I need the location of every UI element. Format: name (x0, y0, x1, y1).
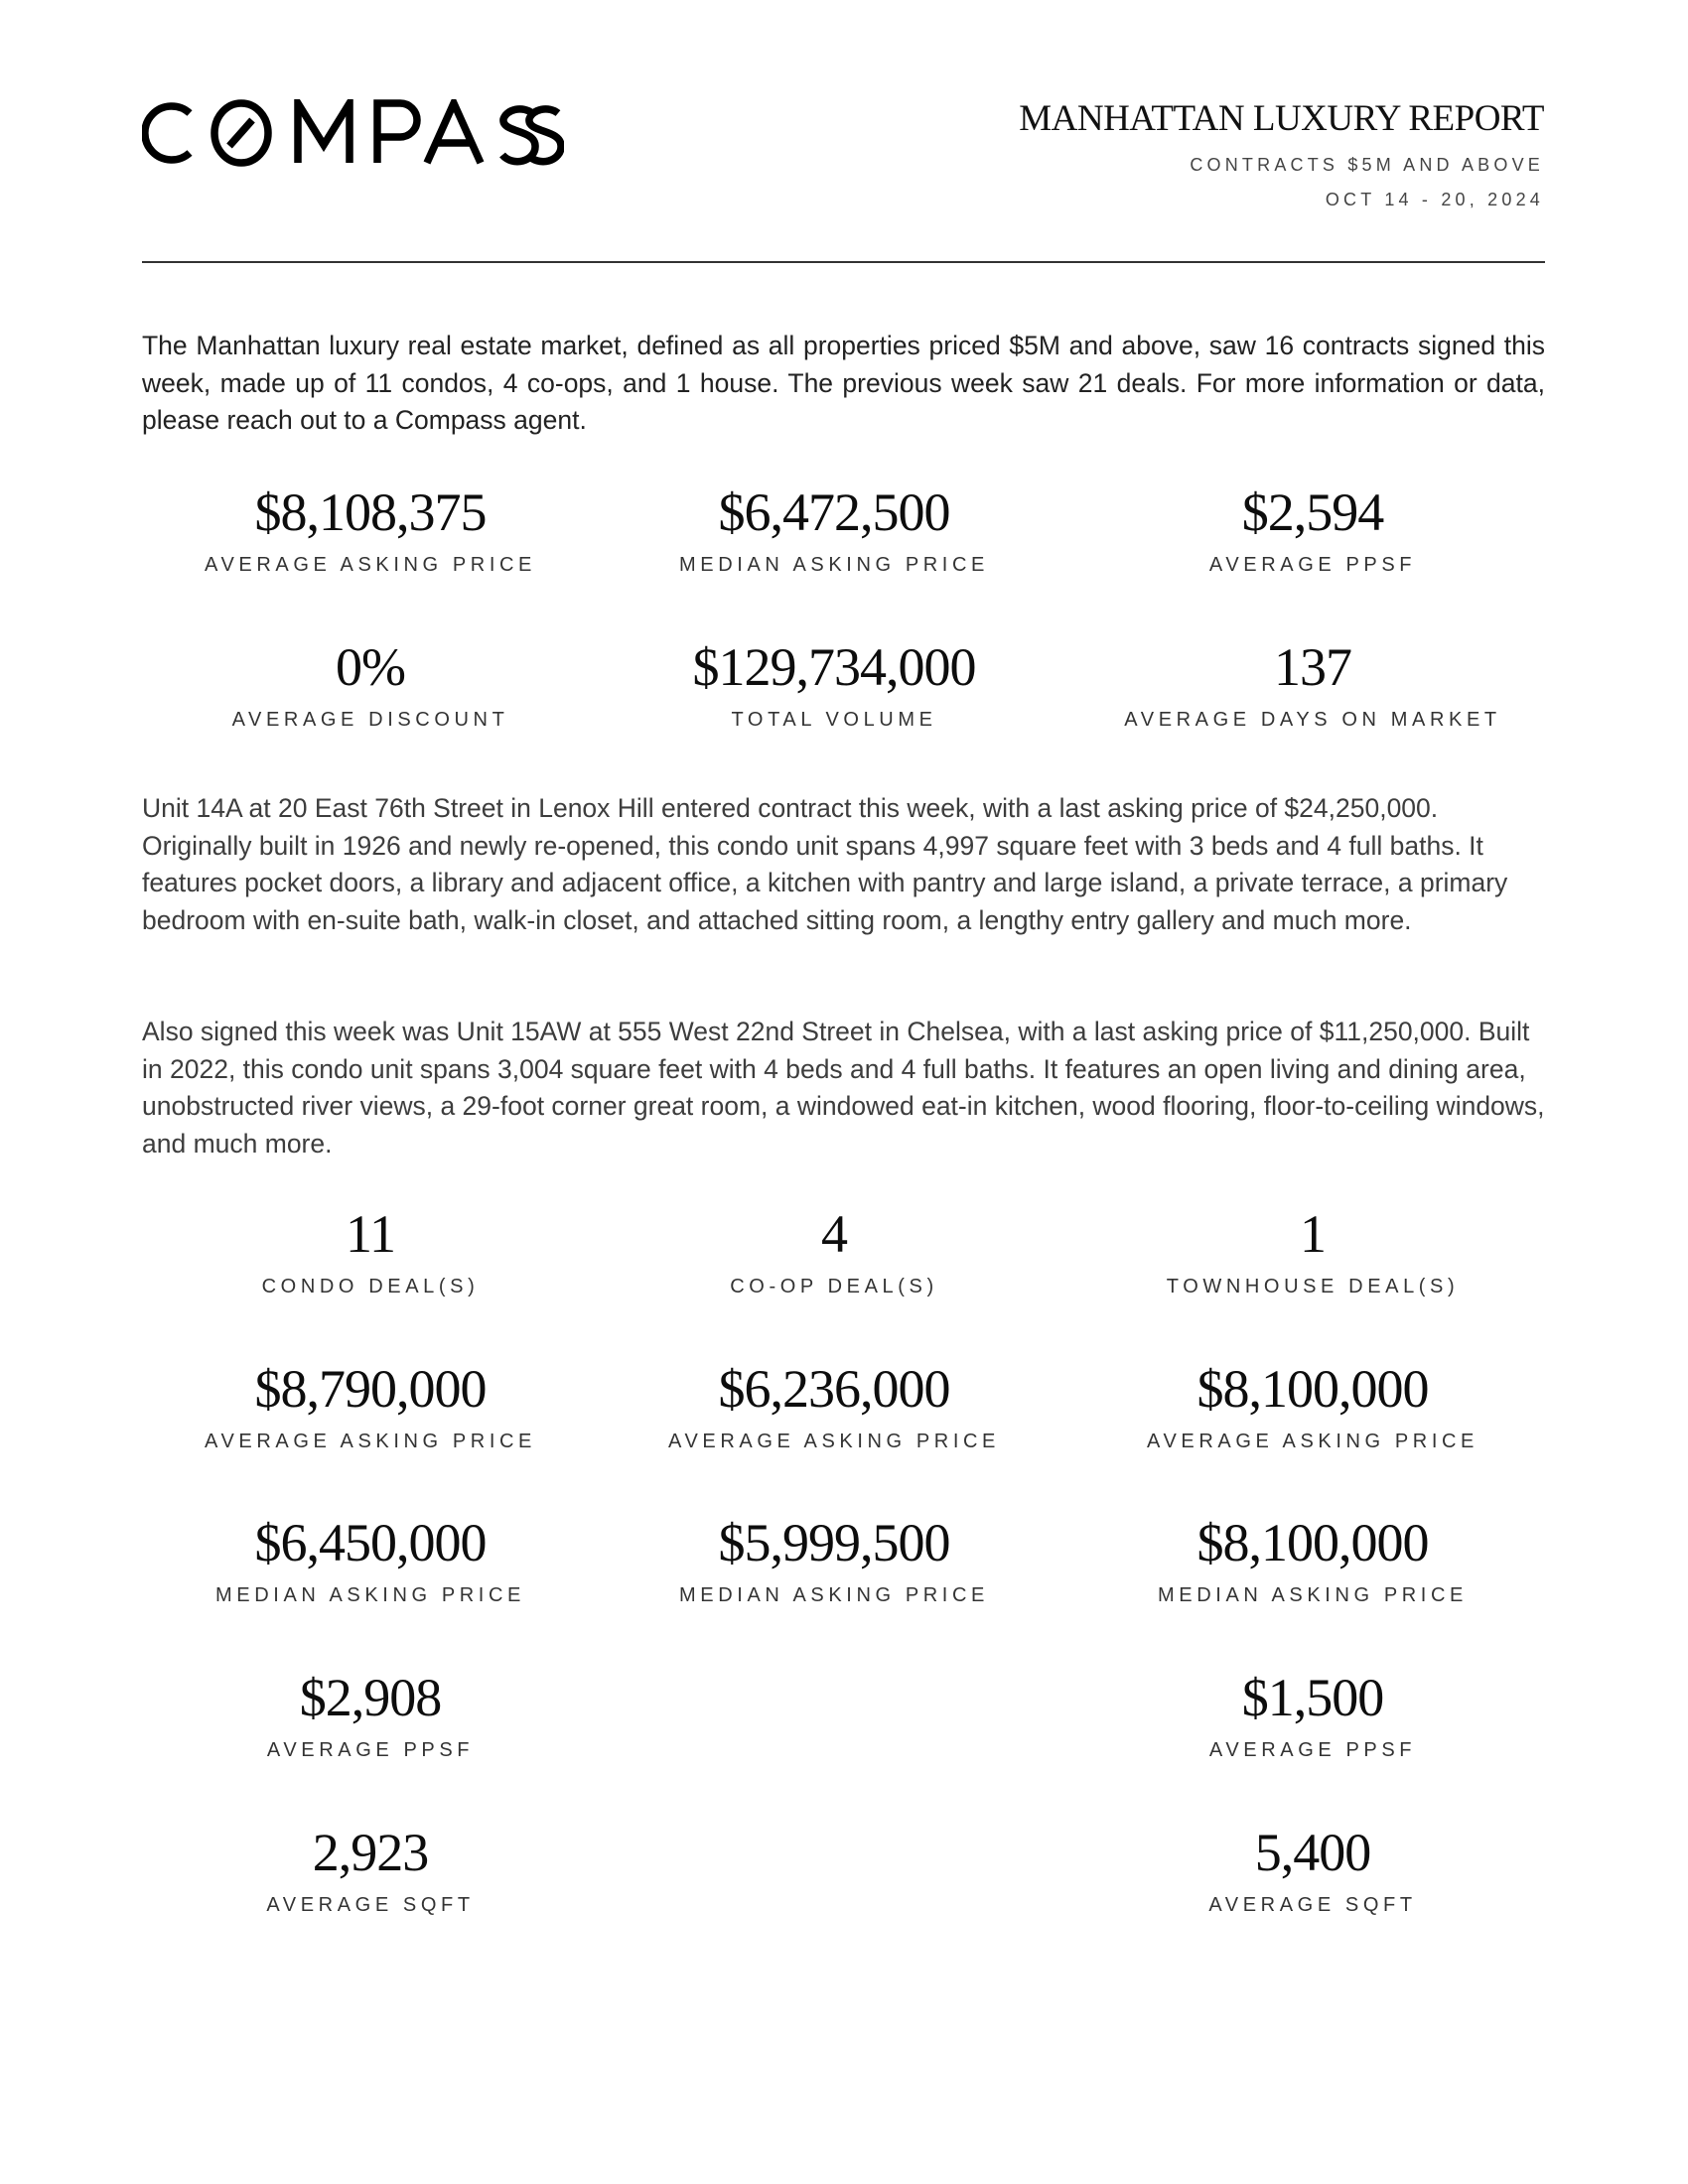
stat-value: $6,236,000 (718, 1359, 950, 1419)
stat-label: AVERAGE DISCOUNT (231, 709, 509, 731)
report-subtitle: CONTRACTS $5M AND ABOVE (1190, 155, 1544, 175)
stat-average-asking-price (142, 482, 599, 577)
townhouse-average-sqft (1084, 1823, 1541, 1917)
stat-value: 0% (336, 637, 405, 697)
condo-average-sqft (142, 1823, 599, 1917)
stat-value: $129,734,000 (692, 637, 976, 697)
intro-paragraph: The Manhattan luxury real estate market, defined as all properties priced $5M and above, saw 16 contracts signed this week, made up of 11 condos, 4 co-ops, and 1 house. The previous week saw 21 deals. For more information or data, please reach out to a Compass agent. (142, 331, 1545, 435)
report-title: MANHATTAN LUXURY REPORT (1019, 98, 1544, 139)
stat-label: CO-OP DEAL(S) (730, 1276, 938, 1297)
stat-average-ppsf (1084, 482, 1541, 577)
coop-median-asking-price (606, 1513, 1062, 1607)
stat-value: 1 (1300, 1204, 1326, 1264)
stat-value: $8,100,000 (1196, 1359, 1429, 1419)
stat-label: AVERAGE PPSF (1208, 554, 1417, 576)
condo-median-asking-price (142, 1513, 599, 1607)
stat-value: $8,790,000 (254, 1359, 487, 1419)
stat-label: AVERAGE SQFT (266, 1894, 475, 1916)
compass-logo-icon (142, 99, 564, 167)
stat-value: $6,450,000 (254, 1513, 487, 1572)
stat-label: AVERAGE DAYS ON MARKET (1124, 709, 1501, 731)
stat-label: MEDIAN ASKING PRICE (1158, 1584, 1468, 1606)
stat-value: $2,908 (299, 1668, 442, 1727)
coop-deals (606, 1204, 1062, 1298)
stat-label: AVERAGE ASKING PRICE (668, 1431, 1000, 1452)
coop-average-asking-price (606, 1359, 1062, 1453)
stat-label: MEDIAN ASKING PRICE (679, 1584, 989, 1606)
stat-value: 2,923 (312, 1823, 429, 1882)
stat-value: $6,472,500 (718, 482, 950, 542)
stat-value: $8,108,375 (254, 482, 487, 542)
stat-average-days-on-market (1084, 637, 1541, 732)
stat-value: 137 (1274, 637, 1351, 697)
condo-deals (142, 1204, 599, 1298)
stat-label: TOTAL VOLUME (731, 709, 937, 731)
townhouse-median-asking-price (1084, 1513, 1541, 1607)
stat-label: CONDO DEAL(S) (261, 1276, 480, 1297)
stat-label: AVERAGE SQFT (1208, 1894, 1417, 1916)
stat-label: AVERAGE ASKING PRICE (205, 1431, 536, 1452)
highlight-paragraph-1: Unit 14A at 20 East 76th Street in Lenox Hill entered contract this week, with a last asking price of $24,250,000. Originally built in 1926 and newly re-opened, this condo unit spans 4,997 square feet with 3 beds and 4 full baths. It features pocket doors, a library and adjacent office, a kitchen with pantry and large island, a private terrace, a primary bedroom with en-suite bath, walk-in closet, and attached sitting room, a lengthy entry gallery and much more. (142, 793, 1508, 935)
stat-value: $5,999,500 (718, 1513, 950, 1572)
stat-label: AVERAGE PPSF (1208, 1739, 1417, 1761)
stat-value: 4 (821, 1204, 847, 1264)
report-date-range: OCT 14 - 20, 2024 (1325, 190, 1544, 209)
condo-average-asking-price (142, 1359, 599, 1453)
townhouse-average-asking-price (1084, 1359, 1541, 1453)
stat-value: 5,400 (1254, 1823, 1371, 1882)
header-divider (142, 261, 1545, 263)
stat-label: MEDIAN ASKING PRICE (679, 554, 989, 576)
highlight-paragraph-2: Also signed this week was Unit 15AW at 555 West 22nd Street in Chelsea, with a last asking price of $11,250,000. Built in 2022, this condo unit spans 3,004 square feet with 4 beds and 4 full baths. It features an open living and dining area, unobstructed river views, a 29-foot corner great room, a windowed eat-in kitchen, wood flooring, floor-to-ceiling windows, and much more. (142, 1017, 1545, 1159)
townhouse-average-ppsf (1084, 1668, 1541, 1762)
townhouse-deals (1084, 1204, 1541, 1298)
stat-value: $1,500 (1241, 1668, 1384, 1727)
stat-label: MEDIAN ASKING PRICE (215, 1584, 525, 1606)
stat-total-volume (606, 637, 1062, 732)
stat-median-asking-price (606, 482, 1062, 577)
stat-label: AVERAGE ASKING PRICE (1147, 1431, 1478, 1452)
stat-label: TOWNHOUSE DEAL(S) (1166, 1276, 1460, 1297)
stat-label: AVERAGE ASKING PRICE (205, 554, 536, 576)
stat-value: $2,594 (1241, 482, 1384, 542)
stat-value: $8,100,000 (1196, 1513, 1429, 1572)
compass-logo (142, 99, 564, 167)
condo-average-ppsf (142, 1668, 599, 1762)
stat-value: 11 (346, 1204, 395, 1264)
stat-average-discount (142, 637, 599, 732)
stat-label: AVERAGE PPSF (266, 1739, 475, 1761)
